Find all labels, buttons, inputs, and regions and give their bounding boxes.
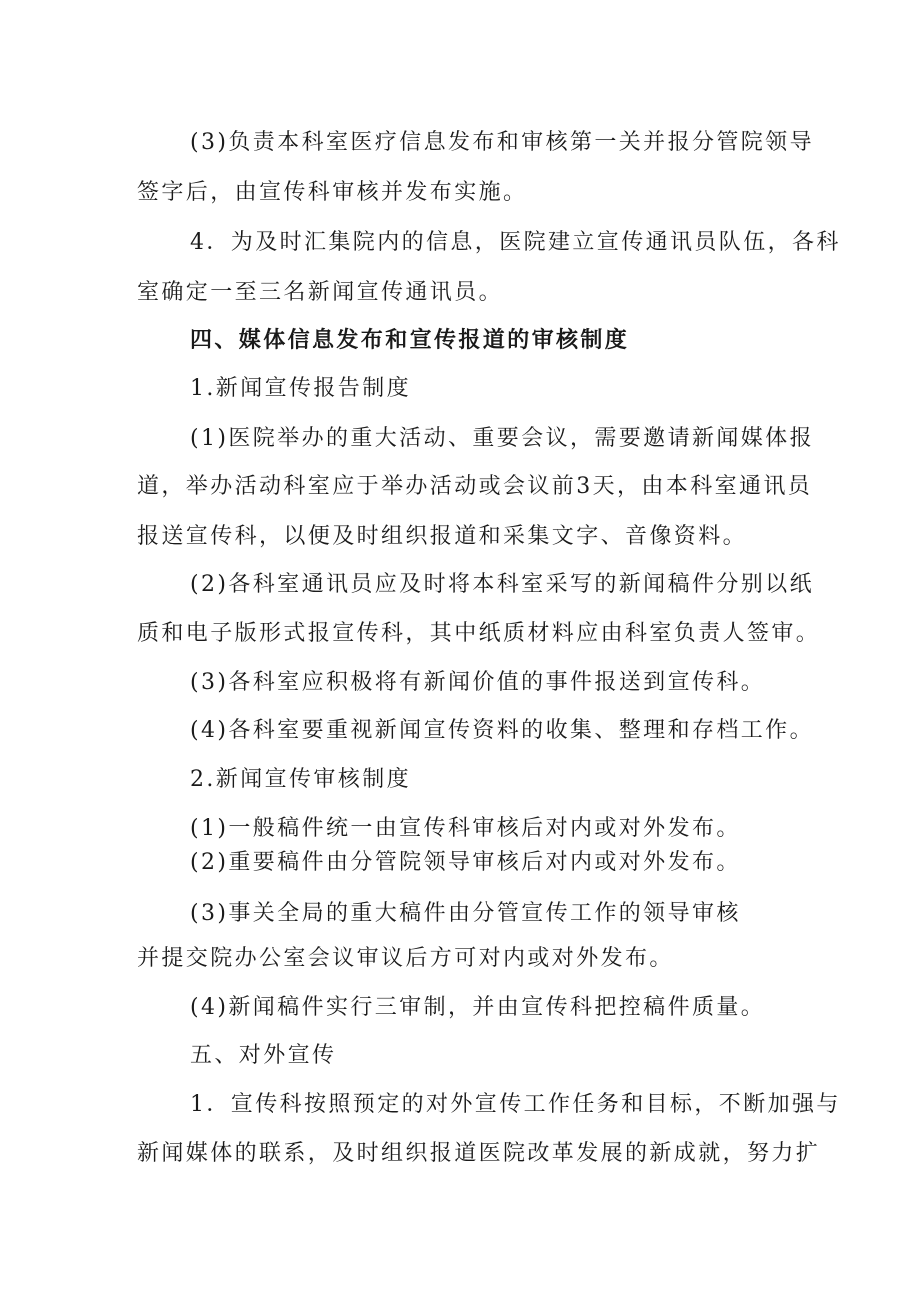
section-heading: 四、媒体信息发布和宣传报道的审核制度	[190, 327, 630, 353]
paragraph-line: (3)事关全局的重大稿件由分管宣传工作的领导审核	[190, 901, 741, 926]
paragraph-line: 质和电子版形式报宣传科，其中纸质材料应由科室负责人签审。	[137, 621, 821, 646]
paragraph-line: (2)各科室通讯员应及时将本科室采写的新闻稿件分别以纸	[190, 572, 814, 597]
paragraph-line: 签字后，由宣传科审核并发布实施。	[137, 180, 528, 205]
paragraph-line: (4)新闻稿件实行三审制，并由宣传科把控稿件质量。	[190, 995, 766, 1020]
subsection-heading: 1.新闻宣传报告制度	[190, 376, 411, 401]
paragraph-line: (3)负责本科室医疗信息发布和审核第一关并报分管院领导	[190, 130, 814, 155]
paragraph-line: 室确定一至三名新闻宣传通讯员。	[137, 280, 504, 305]
subsection-heading: 2.新闻宣传审核制度	[190, 767, 411, 792]
paragraph-line: (1)一般稿件统一由宣传科审核后对内或对外发布。	[190, 816, 741, 841]
paragraph-line: (1)医院举办的重大活动、重要会议，需要邀请新闻媒体报	[190, 426, 814, 451]
paragraph-line: 1．宣传科按照预定的对外宣传工作任务和目标，不断加强与	[190, 1092, 841, 1117]
section-heading: 五、对外宣传	[190, 1043, 337, 1068]
paragraph-line: 道，举办活动科室应于举办活动或会议前3天，由本科室通讯员	[137, 474, 813, 499]
paragraph-line: (3)各科室应积极将有新闻价值的事件报送到宣传科。	[190, 670, 766, 695]
paragraph-line: 4．为及时汇集院内的信息，医院建立宣传通讯员队伍，各科	[190, 230, 841, 255]
paragraph-line: 报送宣传科，以便及时组织报道和采集文字、音像资料。	[137, 524, 748, 549]
paragraph-line: (4)各科室要重视新闻宣传资料的收集、整理和存档工作。	[190, 718, 814, 743]
paragraph-line: 新闻媒体的联系，及时组织报道医院改革发展的新成就，努力扩	[137, 1141, 821, 1166]
paragraph-line: 并提交院办公室会议审议后方可对内或对外发布。	[137, 946, 674, 971]
paragraph-line: (2)重要稿件由分管院领导审核后对内或对外发布。	[190, 850, 741, 875]
